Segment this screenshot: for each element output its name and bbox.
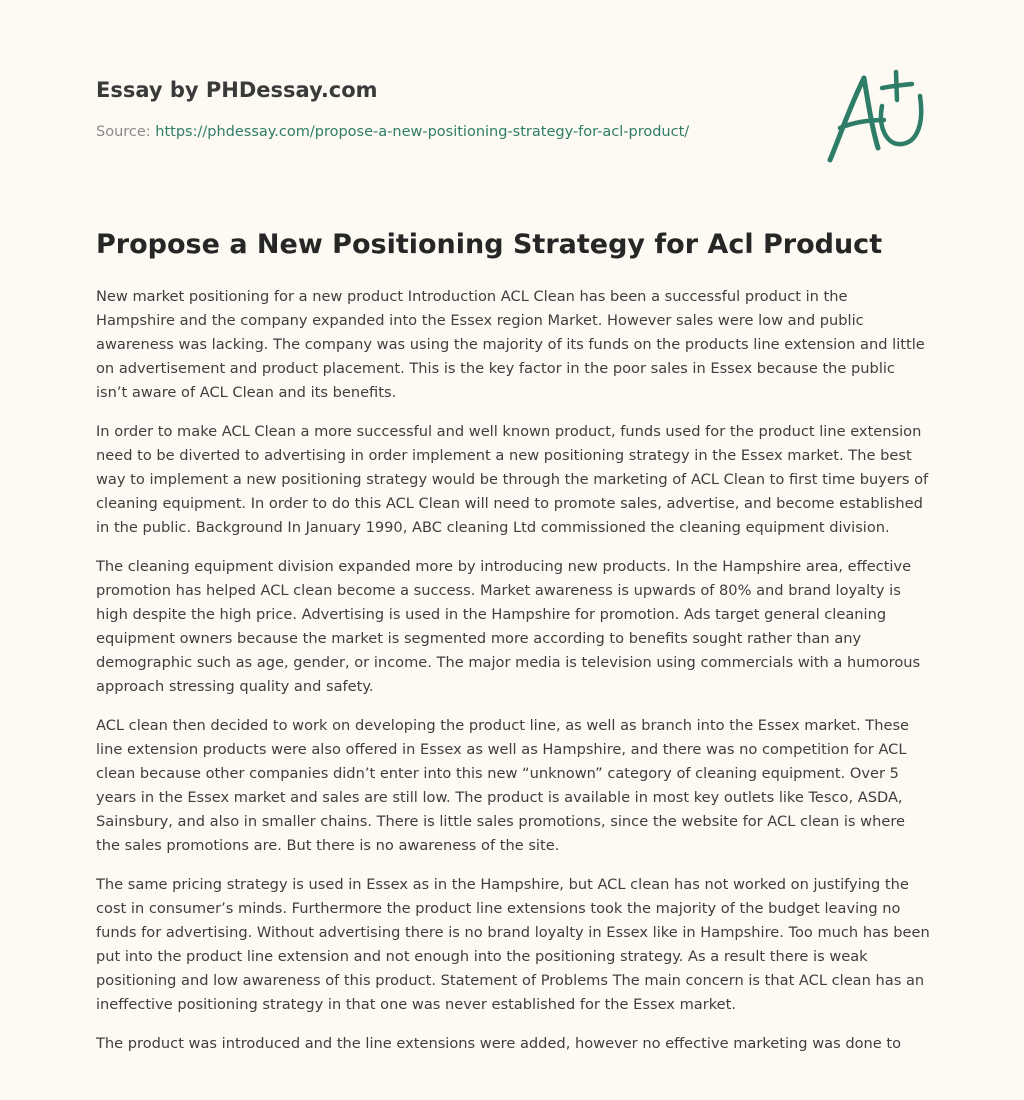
- essay-paragraph: The same pricing strategy is used in Essex as in the Hampshire, but ACL clean has not worked on justifying the cost in consumer’s minds. Furthermore the product line extensions took the majority of the budget leaving no funds for advertising. Without advertising there is no brand loyalty in Essex like in Hampshire. Too much has been put into the product line extension and not enough into the positioning strategy. As a result there is weak positioning and low awareness of this product. Statement of Problems The main concern is that ACL clean has an ineffective positioning strategy in that one was never established for the Essex market.: [96, 876, 930, 1013]
- essay-title: Propose a New Positioning Strategy for Acl Product: [96, 229, 883, 260]
- essay-paragraph: ACL clean then decided to work on developing the product line, as well as branch into the Essex market. These line extension products were also offered in Essex as well as Hampshire, and there was no competition for ACL clean because other companies didn’t enter into this new “unknown” category of cleaning equipment. Over 5 years in the Essex market and sales are still low. The product is available in most key outlets like Tesco, ASDA, Sainsbury, and also in smaller chains. There is little sales promotions, since the website for ACL clean is where the sales promotions are. But there is no awareness of the site.: [96, 717, 910, 854]
- essay-paragraph: The product was introduced and the line extensions were added, however no effective marketing was done to: [96, 1035, 902, 1052]
- site-brand: Essay by PHDessay.com: [96, 78, 378, 102]
- essay-paragraph: New market positioning for a new product Introduction ACL Clean has been a successful product in the Hampshire and the company expanded into the Essex region Market. However sales were low and public awareness was lacking. The company was using the majority of its funds on the products line extension and little on advertisement and product placement. This is the key factor in the poor sales in Essex because the public isn’t aware of ACL Clean and its benefits.: [96, 288, 925, 401]
- source-line: [96, 122, 796, 142]
- essay-body: [96, 285, 930, 1071]
- essay-paragraph: In order to make ACL Clean a more successful and well known product, funds used for the product line extension need to be diverted to advertising in order implement a new positioning strategy in the Essex market. The best way to implement a new positioning strategy would be through the marketing of ACL Clean to first time buyers of cleaning equipment. In order to do this ACL Clean will need to promote sales, advertise, and become established in the public. Background In January 1990, ABC cleaning Ltd commissioned the cleaning equipment division.: [96, 423, 929, 536]
- source-link[interactable]: https://phdessay.com/propose-a-new-positioning-strategy-for-acl-product/: [155, 124, 690, 140]
- essay-paragraph: The cleaning equipment division expanded more by introducing new products. In the Hampshire area, effective promotion has helped ACL clean become a success. Market awareness is upwards of 80% and brand loyalty is high despite the high price. Advertising is used in the Hampshire for promotion. Ads target general cleaning equipment owners because the market is segmented more according to benefits sought rather than any demographic such as age, gender, or income. The major media is television using commercials with a humorous approach stressing quality and safety.: [96, 558, 921, 695]
- page-header: [96, 76, 796, 142]
- source-label: Source:: [96, 124, 156, 140]
- a-plus-logo-icon: [820, 66, 930, 166]
